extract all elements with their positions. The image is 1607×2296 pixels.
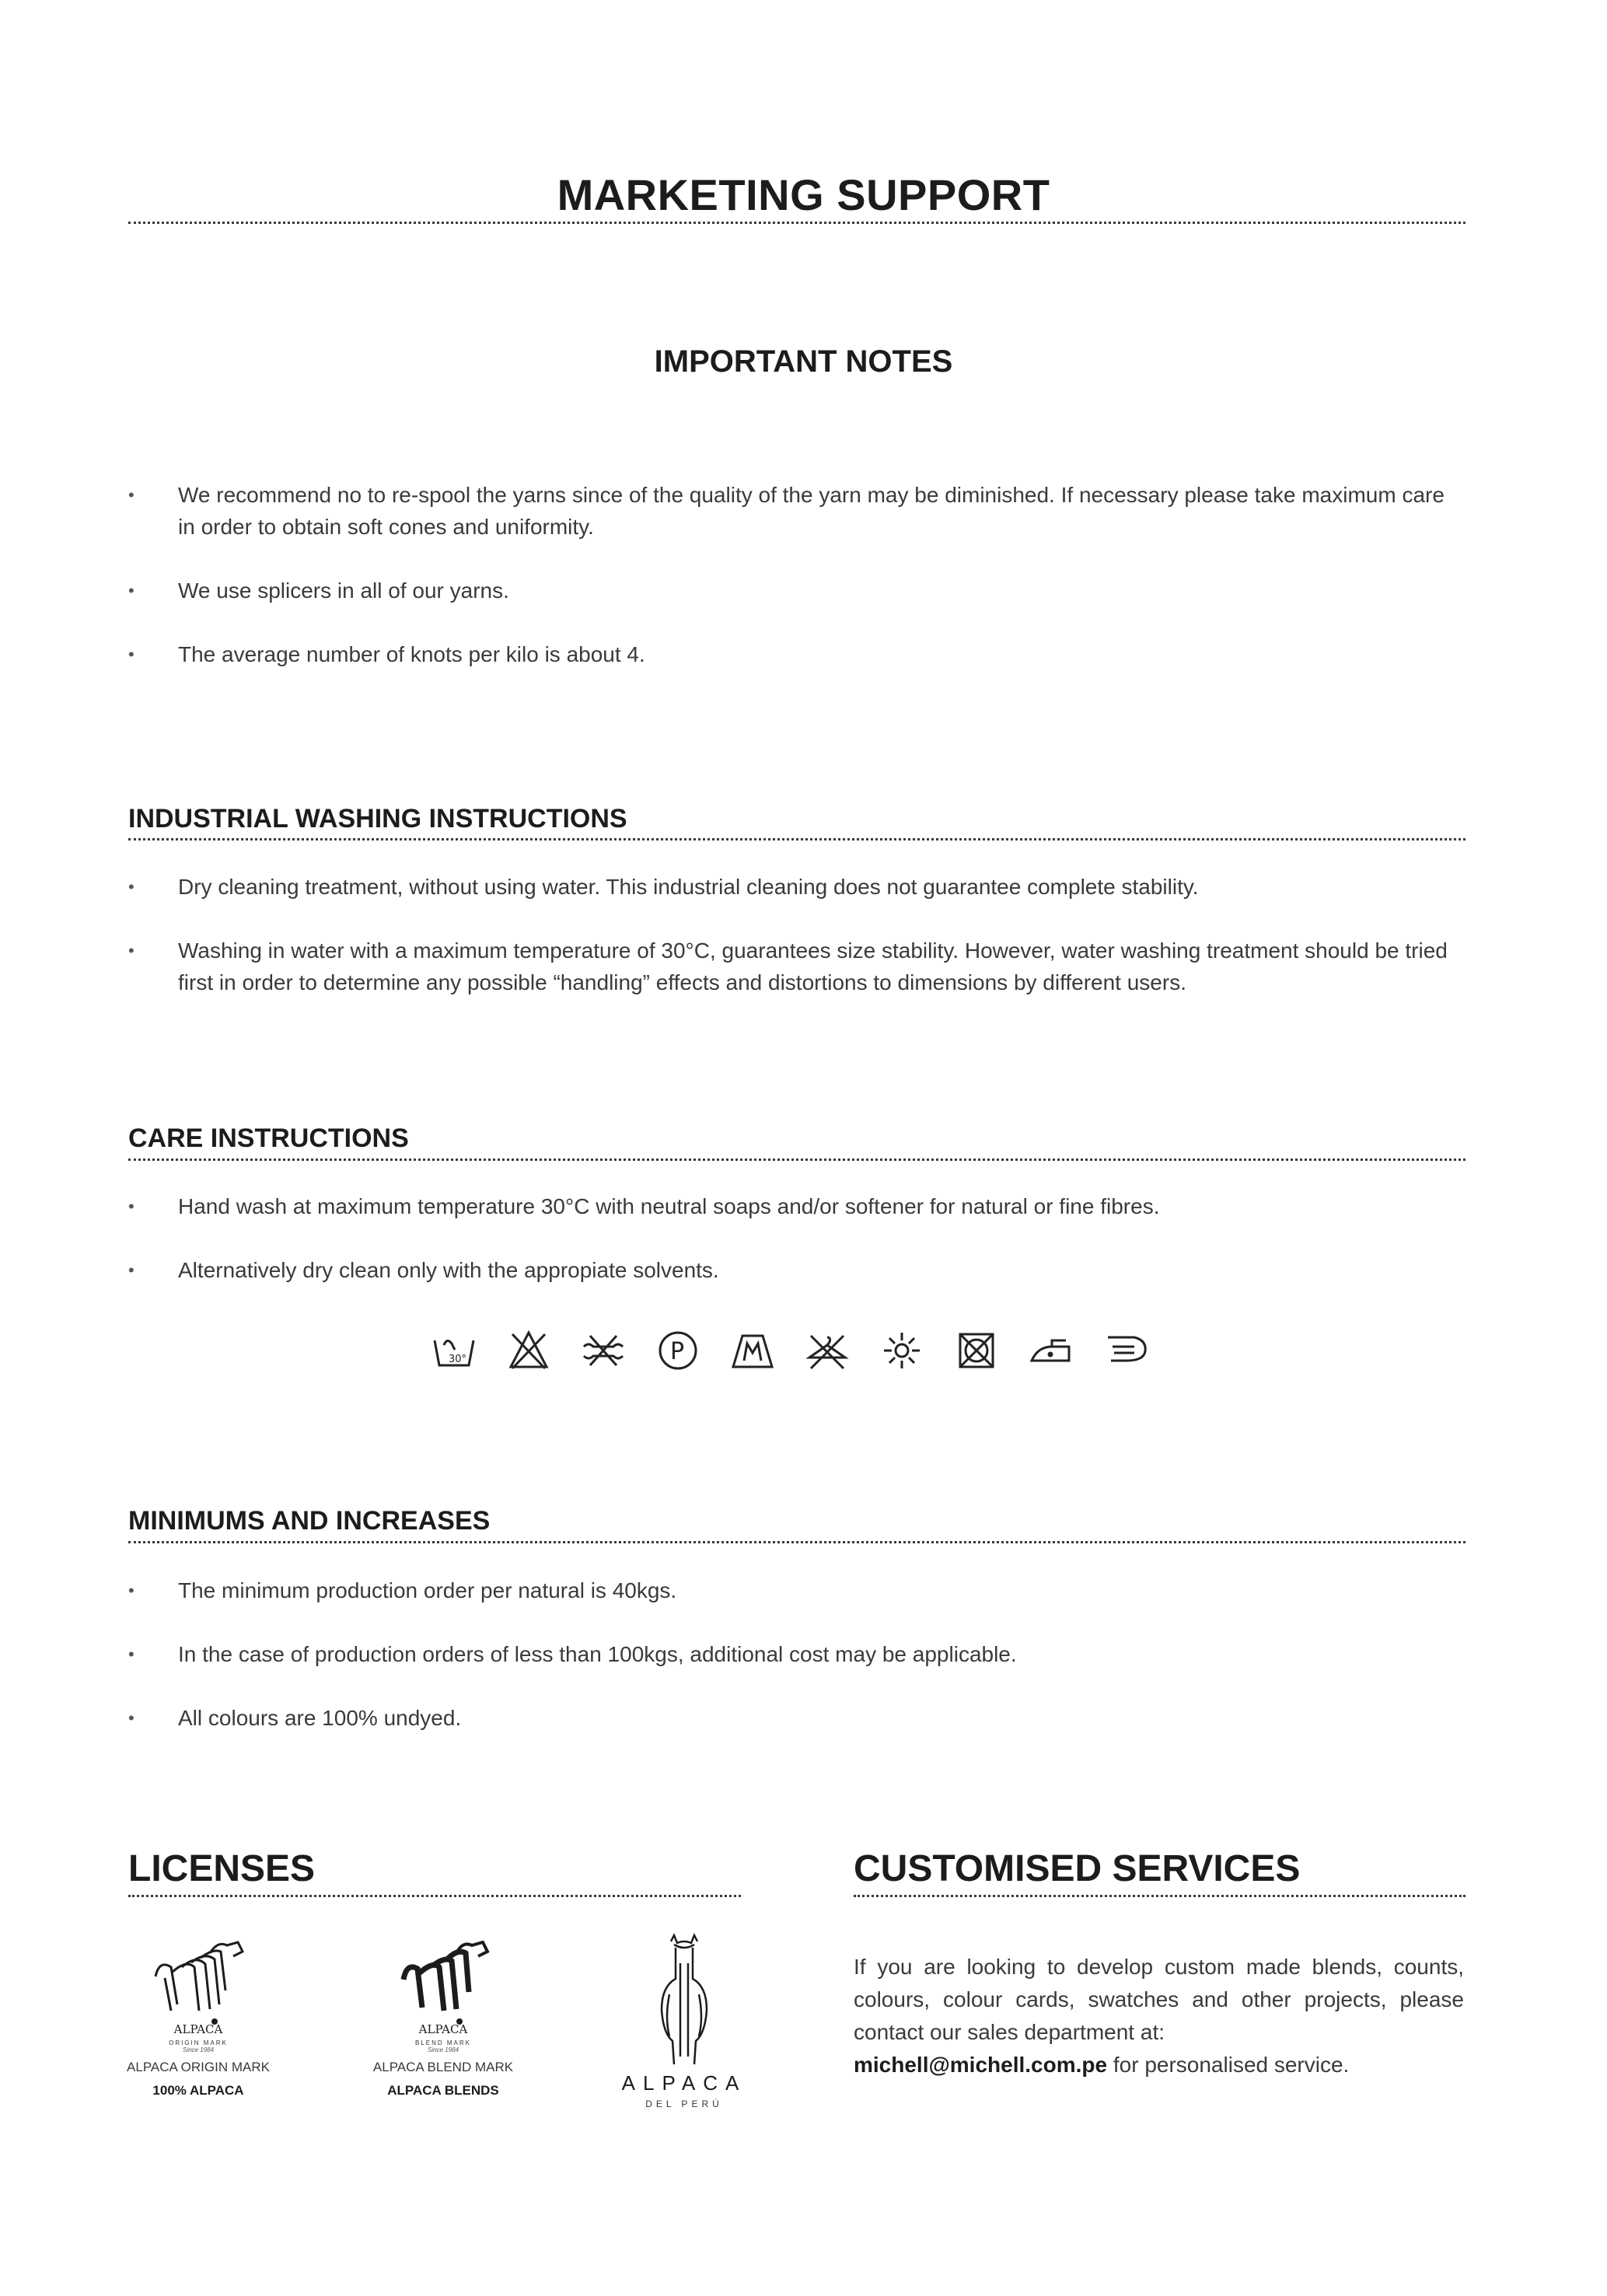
dry-flat-icon [730,1330,775,1372]
do-not-bleach-icon [506,1330,551,1372]
logo-subtext: ORIGIN MARK [169,2039,228,2046]
services-text: If you are looking to develop custom made blends, counts, colours, colour cards, swatches and other projects, please contact our sales department at: [854,1955,1464,2044]
title-divider [128,222,1466,224]
list-item: • Hand wash at maximum temperature 30°C with neutral soaps and/or softener for natural or fine fibres. [128,1190,1466,1222]
list-item: • In the case of production orders of less than 100kgs, additional cost may be applicable. [128,1638,1466,1670]
services-text-after: for personalised service. [1107,2053,1350,2077]
alpaca-origin-mark [124,1936,272,2099]
important-notes-title: IMPORTANT NOTES [654,344,953,379]
list-item: • The average number of knots per kilo is about 4. [128,638,1466,670]
do-not-dry-in-sun-icon [879,1330,924,1372]
hand-wash-30-icon [431,1330,477,1372]
minimums-heading: MINIMUMS AND INCREASES [128,1506,491,1536]
licenses-heading: LICENSES [128,1848,316,1889]
list-item: • We use splicers in all of our yarns. [128,575,1466,606]
washing-divider [128,838,1466,840]
logo-since: Since 1984 [427,2046,459,2053]
do-not-hang-dry-icon [805,1330,850,1372]
list-item: • Dry cleaning treatment, without using water. This industrial cleaning does not guarantee complete stability. [128,871,1466,903]
license-caption: ALPACA BLEND MARK [372,2060,514,2074]
svg-text:P: P [670,1338,685,1365]
do-not-wring-icon [581,1330,626,1372]
washing-list [128,871,1466,1030]
contact-email-link[interactable]: michell@michell.com.pe [854,2053,1108,2077]
minimums-divider [128,1541,1466,1543]
care-list [128,1190,1466,1318]
logo-word: ALPACA [621,2071,747,2095]
washing-heading: INDUSTRIAL WASHING INSTRUCTIONS [128,804,627,833]
alpaca-blend-logo [369,1936,517,2037]
list-item: • The minimum production order per natural is 40kgs. [128,1574,1466,1606]
page-title: MARKETING SUPPORT [557,170,1050,219]
dry-clean-p-icon [655,1330,700,1372]
logo-since: Since 1984 [182,2046,215,2053]
list-item: • Washing in water with a maximum temperature of 30°C, guarantees size stability. However, water washing treatment should be tried first in order to determine any possible “handling” effects and distortions to dimensions by different users. [128,935,1466,998]
alpaca-striped-logo [124,1936,272,2037]
alpaca-del-peru-mark [603,1932,766,2109]
license-subcaption: ALPACA BLENDS [387,2083,499,2098]
care-heading: CARE INSTRUCTIONS [128,1124,409,1153]
care-divider [128,1158,1466,1161]
steam-iron-icon [1103,1330,1148,1372]
list-item: • All colours are 100% undyed. [128,1702,1466,1734]
minimums-list [128,1574,1466,1766]
list-item: • Alternatively dry clean only with the appropiate solvents. [128,1254,1466,1286]
care-symbols [431,1330,1148,1372]
licenses-divider [128,1895,741,1897]
logo-subtext: DEL PERÚ [645,2099,723,2109]
services-paragraph [854,1951,1464,2081]
logo-subtext: BLEND MARK [414,2039,471,2046]
svg-text:ALPACA: ALPACA [418,2022,468,2036]
services-divider [854,1895,1466,1897]
svg-text:ALPACA: ALPACA [173,2022,223,2036]
svg-text:30°: 30° [449,1354,467,1365]
license-caption: ALPACA ORIGIN MARK [127,2060,270,2074]
alpaca-blend-mark [369,1936,517,2099]
iron-low-icon [1029,1330,1074,1372]
alpaca-outline-logo [603,1932,766,2080]
license-subcaption: 100% ALPACA [152,2083,244,2098]
do-not-tumble-dry-icon [954,1330,999,1372]
services-heading: CUSTOMISED SERVICES [854,1848,1301,1889]
important-notes-list [128,479,1466,702]
list-item: • We recommend no to re-spool the yarns since of the quality of the yarn may be diminished. If necessary please take maximum care in order to obtain soft cones and uniformity. [128,479,1466,543]
